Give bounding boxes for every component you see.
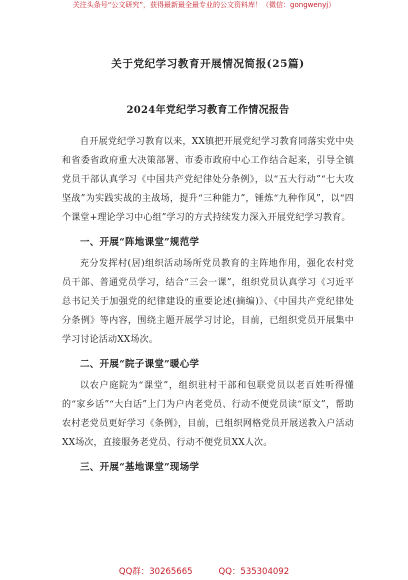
section-heading-3: 三、开展“基地课堂”现场学 <box>80 462 200 473</box>
section-body-1: 充分发挥村(居)组织活动场所党员教育的主阵地作用，强化农村党员干部、普通党员学习，结合“三会一课”，组织党员认真学习《习近平总书记关于加强党的纪律建设的重要论述(摘编)》、《中国共产党纪律处分条例》等内容，围绕主题开展学习讨论，目前，已组织党员开展集中学习讨论活动XX场次。 <box>62 259 354 345</box>
intro-paragraph: 自开展党纪学习教育以来，XX镇把开展党纪学习教育同落实党中央和省委省政府重大决策部署、市委市政府中心工作结合起来，引导全镇党员干部认真学习《中国共产党纪律处分条例》，以“五大行动”“七大攻坚战”为实践实战的主战场，提升“三种能力”，锤炼“九种作风”，以“四个课堂+理论学习中心组”学习的方式持续发力深入开展党纪学习教育。 <box>62 137 354 223</box>
top-notice: 关注头条号“公文研究”，获得最新最全最专业的公文资料库！（微信：gongwenyj） <box>72 1 336 9</box>
footer-contact <box>0 566 408 578</box>
document-title: 关于党纪学习教育开展情况简报(25篇) <box>111 58 305 70</box>
document-page <box>62 44 354 480</box>
section-heading-1: 一、开展“阵地课堂”规范学 <box>80 237 200 248</box>
footer-qq-group: QQ群：30265665 <box>118 567 193 577</box>
report-title: 2024年党纪学习教育工作情况报告 <box>126 105 290 116</box>
section-body-2: 以农户庭院为“课堂”，组织驻村干部和包联党员以老百姓听得懂的“家乡话”“大白话”上门为户内老党员、行动不便党员读“原文”，帮助农村老党员更好学习《条例》，目前，已组织网格党员开展送教入户活动XX场次，直接服务老党员、行动不便党员XX人次。 <box>62 381 354 448</box>
footer-qq: QQ：535304092 <box>218 567 290 577</box>
section-heading-2: 二、开展“院子课堂”暖心学 <box>80 359 200 370</box>
